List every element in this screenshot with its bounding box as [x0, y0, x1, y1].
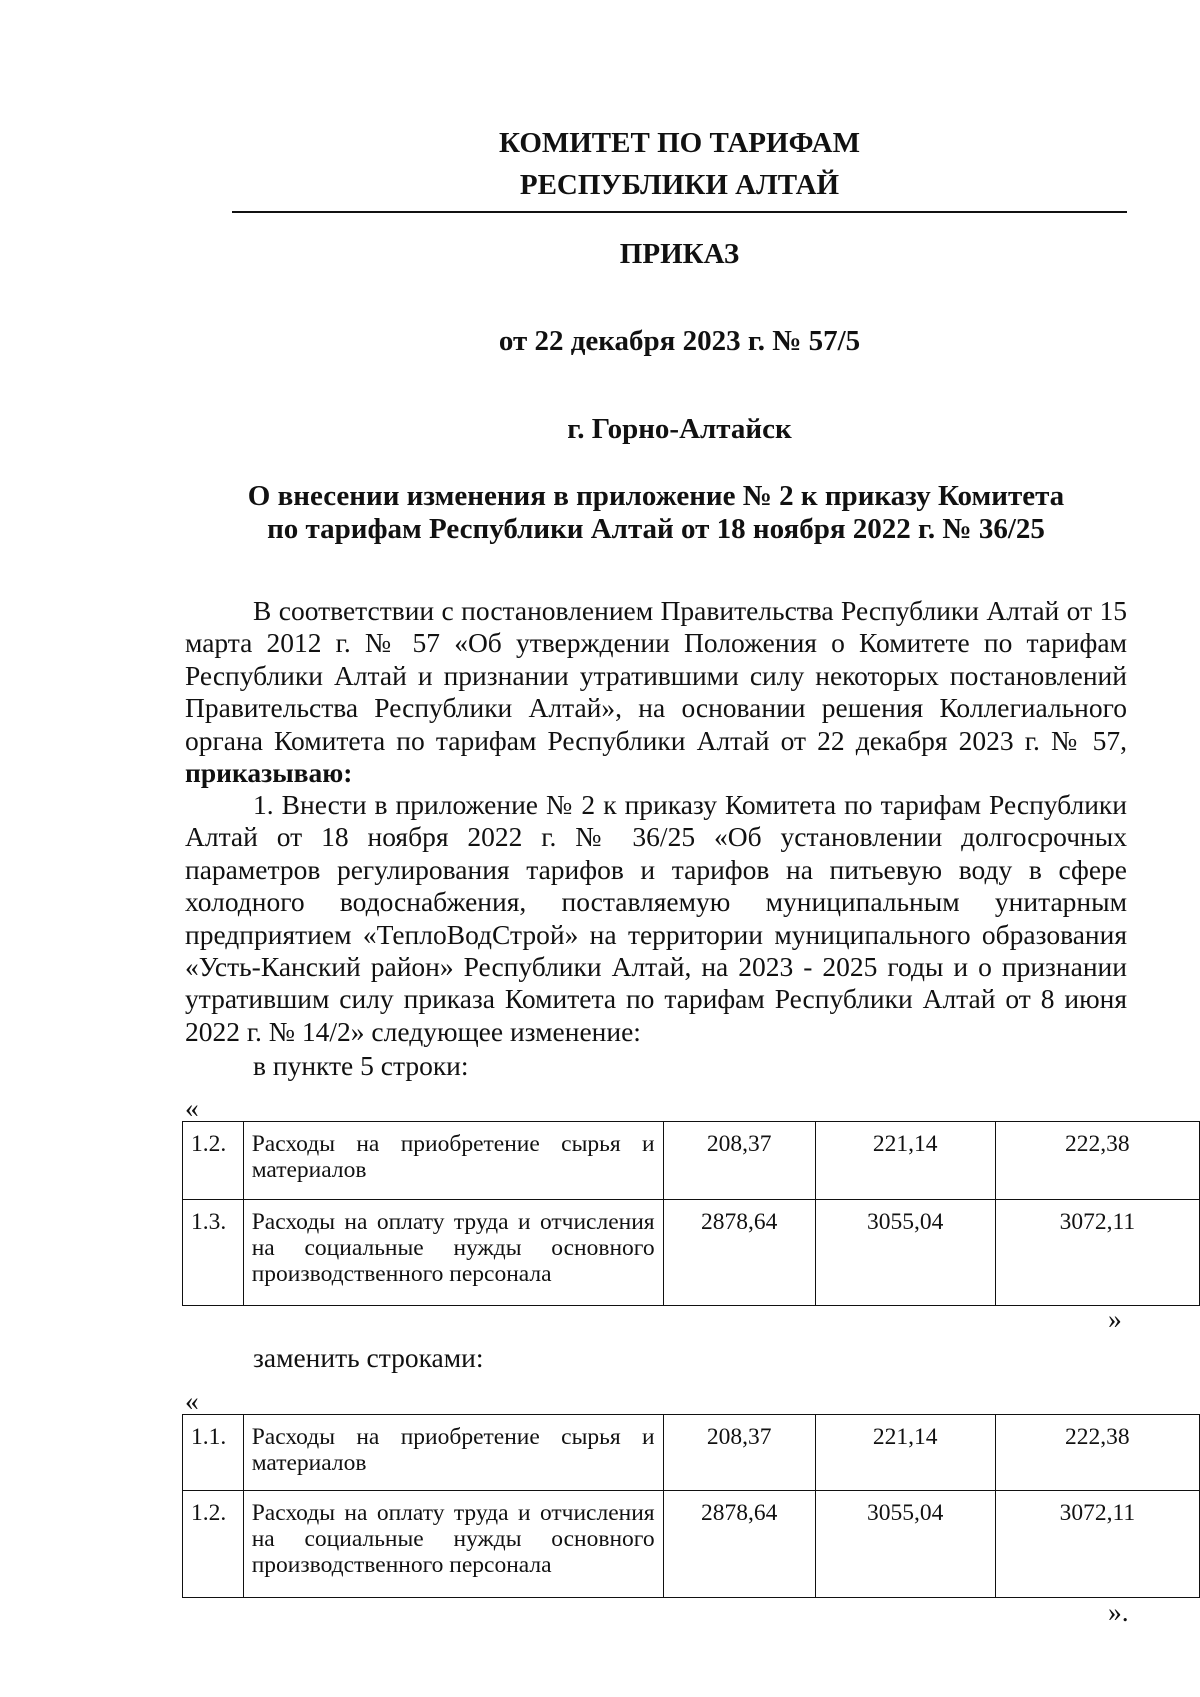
row-value-3: 222,38 [995, 1122, 1199, 1200]
preamble-paragraph [185, 595, 1127, 789]
order-word: приказываю: [185, 757, 353, 789]
row-value-1: 208,37 [663, 1122, 815, 1200]
document-subject-line1: О внесении изменения в приложение № 2 к приказу Комитета [247, 480, 1065, 512]
row-name: Расходы на приобретение сырья и материалов [243, 1122, 663, 1200]
row-value-3: 3072,11 [995, 1491, 1199, 1598]
row-number: 1.3. [183, 1200, 244, 1306]
row-value-1: 2878,64 [663, 1491, 815, 1598]
replace-with-text: заменить строками: [253, 1342, 484, 1373]
row-value-2: 3055,04 [815, 1491, 995, 1598]
row-value-3: 222,38 [995, 1415, 1199, 1491]
close-quote-final: ». [1108, 1596, 1129, 1627]
row-value-2: 221,14 [815, 1122, 995, 1200]
preamble-text: В соответствии с постановлением Правительства Республики Алтай от 15 марта 2012 г. № 57 «Об утверждении Положения о Комитете по тарифам Республики Алтай и признании утратившими силу некоторых постановлений Правительства Республики Алтай», на основании решения Коллегиального органа Комитета по тарифам Республики Алтай от 22 декабря 2023 г. № 57, [185, 595, 1127, 756]
document-date-number: от 22 декабря 2023 г. № 57/5 [498, 325, 861, 357]
item-1-paragraph [185, 789, 1127, 1048]
row-value-1: 2878,64 [663, 1200, 815, 1306]
row-value-1: 208,37 [663, 1415, 815, 1491]
item-1-text: 1. Внести в приложение № 2 к приказу Комитета по тарифам Республики Алтай от 18 ноября 2022 г. № 36/25 «Об установлении долгосрочных параметров регулирования тарифов и тарифов на питьевую воду в сфере холодного водоснабжения, поставляемую муниципальным унитарным предприятием «ТеплоВодСтрой» на территории муниципального образования «Усть-Канский район» Республики Алтай, на 2023 - 2025 годы и о признании утратившим силу приказа Комитета по тарифам Республики Алтай от 8 июня 2022 г. № 14/2» следующее изменение: [185, 789, 1127, 1047]
document-subject-line2: по тарифам Республики Алтай от 18 ноября 2022 г. № 36/25 [267, 513, 1045, 545]
close-quote: » [1108, 1303, 1122, 1334]
row-value-3: 3072,11 [995, 1200, 1199, 1306]
header-divider [232, 211, 1127, 213]
in-point-text: в пункте 5 строки: [253, 1050, 469, 1081]
open-quote: « [185, 1385, 199, 1416]
row-value-2: 3055,04 [815, 1200, 995, 1306]
document-city: г. Горно-Алтайск [567, 413, 792, 445]
row-number: 1.2. [183, 1491, 244, 1598]
row-name: Расходы на оплату труда и отчисления на социальные нужды основного производственного персонала [243, 1200, 663, 1306]
org-name-line1: КОМИТЕТ ПО ТАРИФАМ [499, 127, 860, 159]
org-name-line2: РЕСПУБЛИКИ АЛТАЙ [519, 169, 840, 201]
open-quote: « [185, 1092, 199, 1123]
table-row [183, 1491, 1200, 1598]
old-rows-table [182, 1121, 1200, 1306]
table-row [183, 1415, 1200, 1491]
document-type: ПРИКАЗ [619, 238, 740, 270]
table-row [183, 1200, 1200, 1306]
row-value-2: 221,14 [815, 1415, 995, 1491]
row-name: Расходы на приобретение сырья и материалов [243, 1415, 663, 1491]
row-number: 1.1. [183, 1415, 244, 1491]
row-number: 1.2. [183, 1122, 244, 1200]
row-name: Расходы на оплату труда и отчисления на социальные нужды основного производственного персонала [243, 1491, 663, 1598]
table-row [183, 1122, 1200, 1200]
new-rows-table [182, 1414, 1200, 1598]
